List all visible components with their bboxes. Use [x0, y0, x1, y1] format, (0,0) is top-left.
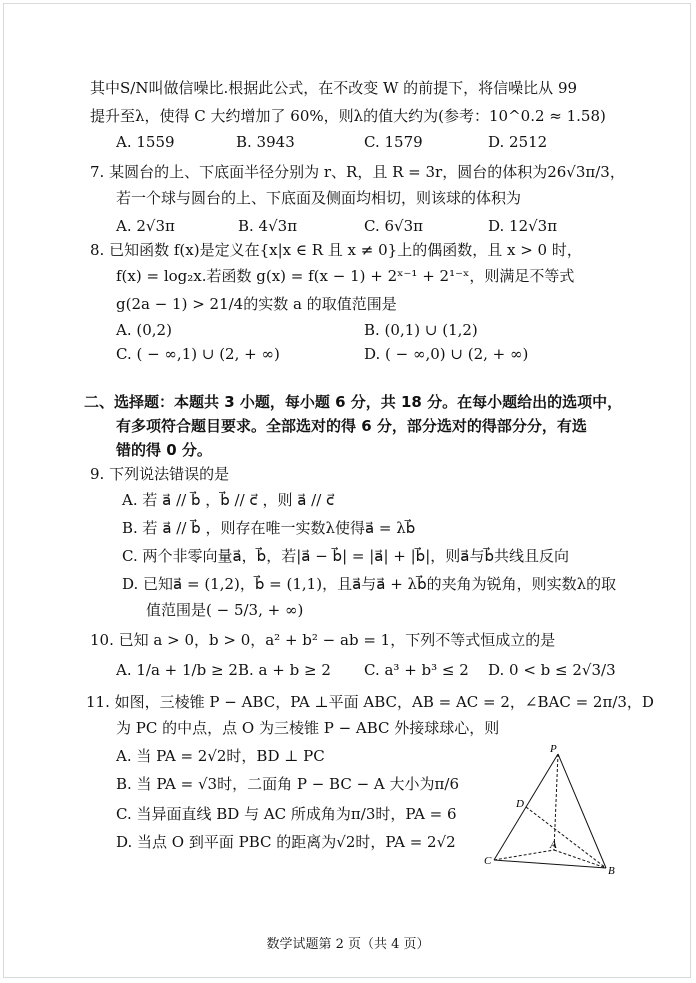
q6-option-a: A. 1559	[116, 133, 175, 151]
page-footer: 数学试题第 2 页（共 4 页）	[266, 937, 430, 952]
q9-option-a: A. 若 a⃗ // b⃗ ，b⃗ // c⃗ ，则 a⃗ // c⃗	[122, 491, 335, 509]
q11-line-2: 为 PC 的中点，点 O 为三棱锥 P − ABC 外接球球心，则	[116, 719, 500, 737]
q8-option-a: A. (0,2)	[116, 321, 172, 339]
q11-option-b: B. 当 PA = √3时，二面角 P − BC − A 大小为π/6	[116, 775, 459, 793]
q8-option-b: B. (0,1) ∪ (1,2)	[364, 321, 478, 339]
q11-option-d: D. 当点 O 到平面 PBC 的距离为√2时，PA = 2√2	[116, 833, 456, 851]
q7-line-2: 若一个球与圆台的上、下底面及侧面均相切，则该球的体积为	[116, 189, 522, 207]
q7-option-b: B. 4√3π	[238, 217, 298, 235]
label-p: P	[550, 743, 557, 755]
label-a: A	[550, 839, 557, 851]
pyramid-figure	[476, 740, 626, 880]
q10-option-b: B. a + b ≥ 2	[238, 661, 331, 679]
q7-option-a: A. 2√3π	[116, 217, 175, 235]
q9-option-d-line-1: D. 已知a⃗ = (1,2)，b⃗ = (1,1)，且a⃗与a⃗ + λb⃗的夹角为锐角，则实数λ的取	[122, 575, 617, 593]
label-c: C	[484, 855, 492, 867]
q10-stem: 10. 已知 a > 0，b > 0，a² + b² − ab = 1，下列不等式恒成立的是	[90, 631, 556, 649]
q11-line-1: 11. 如图，三棱锥 P − ABC，PA ⊥平面 ABC，AB = AC = 2，∠BAC = 2π/3，D	[86, 693, 654, 711]
q7-line-1: 7. 某圆台的上、下底面半径分别为 r、R，且 R = 3r，圆台的体积为26√3π/3，	[90, 163, 625, 181]
q6-line-2: 提升至λ，使得 C 大约增加了 60%，则λ的值大约为(参考：10^0.2 ≈ 1.58)	[90, 107, 606, 125]
q7-option-c: C. 6√3π	[364, 217, 423, 235]
edge-ca	[494, 850, 554, 860]
q9-option-d-line-2: 值范围是( − 5/3, + ∞)	[146, 601, 304, 619]
q7-option-d: D. 12√3π	[488, 217, 558, 235]
edge-cb	[494, 860, 606, 868]
edge-pa	[554, 754, 558, 850]
edge-pb	[558, 754, 606, 868]
q8-line-3: g(2a − 1) > 21/4的实数 a 的取值范围是	[116, 295, 397, 313]
q10-option-a: A. 1/a + 1/b ≥ 2	[116, 661, 238, 679]
q8-option-c: C. ( − ∞,1) ∪ (2, + ∞)	[116, 345, 280, 363]
q9-option-b: B. 若 a⃗ // b⃗ ，则存在唯一实数λ使得a⃗ = λb⃗	[122, 519, 416, 537]
segment-db	[526, 807, 606, 868]
section2-line-3: 错的得 0 分。	[116, 441, 212, 459]
label-b: B	[608, 865, 615, 877]
q9-stem: 9. 下列说法错误的是	[90, 465, 230, 483]
label-d: D	[516, 798, 524, 810]
q11-option-c: C. 当异面直线 BD 与 AC 所成角为π/3时，PA = 6	[116, 805, 457, 823]
q6-line-1: 其中S/N叫做信噪比.根据此公式，在不改变 W 的前提下，将信噪比从 99	[90, 79, 578, 97]
q11-option-a: A. 当 PA = 2√2时，BD ⊥ PC	[116, 747, 325, 765]
q6-option-d: D. 2512	[488, 133, 548, 151]
q10-option-d: D. 0 < b ≤ 2√3/3	[488, 661, 616, 679]
q8-line-1: 8. 已知函数 f(x)是定义在{x|x ∈ R 且 x ≠ 0}上的偶函数，且 x > 0 时，	[90, 241, 582, 259]
section2-line-1: 二、选择题：本题共 3 小题，每小题 6 分，共 18 分。在每小题给出的选项中，	[84, 393, 623, 411]
section2-line-2: 有多项符合题目要求。全部选对的得 6 分，部分选对的得部分分，有选	[116, 417, 587, 435]
q10-option-c: C. a³ + b³ ≤ 2	[364, 661, 469, 679]
q9-option-c: C. 两个非零向量a⃗，b⃗，若|a⃗ − b⃗| = |a⃗| + |b⃗|，则a⃗与b⃗共线且反向	[122, 547, 569, 565]
q8-option-d: D. ( − ∞,0) ∪ (2, + ∞)	[364, 345, 529, 363]
q6-option-c: C. 1579	[364, 133, 423, 151]
q8-line-2: f(x) = log₂x.若函数 g(x) = f(x − 1) + 2ˣ⁻¹ + 2¹⁻ˣ，则满足不等式	[116, 267, 575, 285]
q6-option-b: B. 3943	[236, 133, 295, 151]
